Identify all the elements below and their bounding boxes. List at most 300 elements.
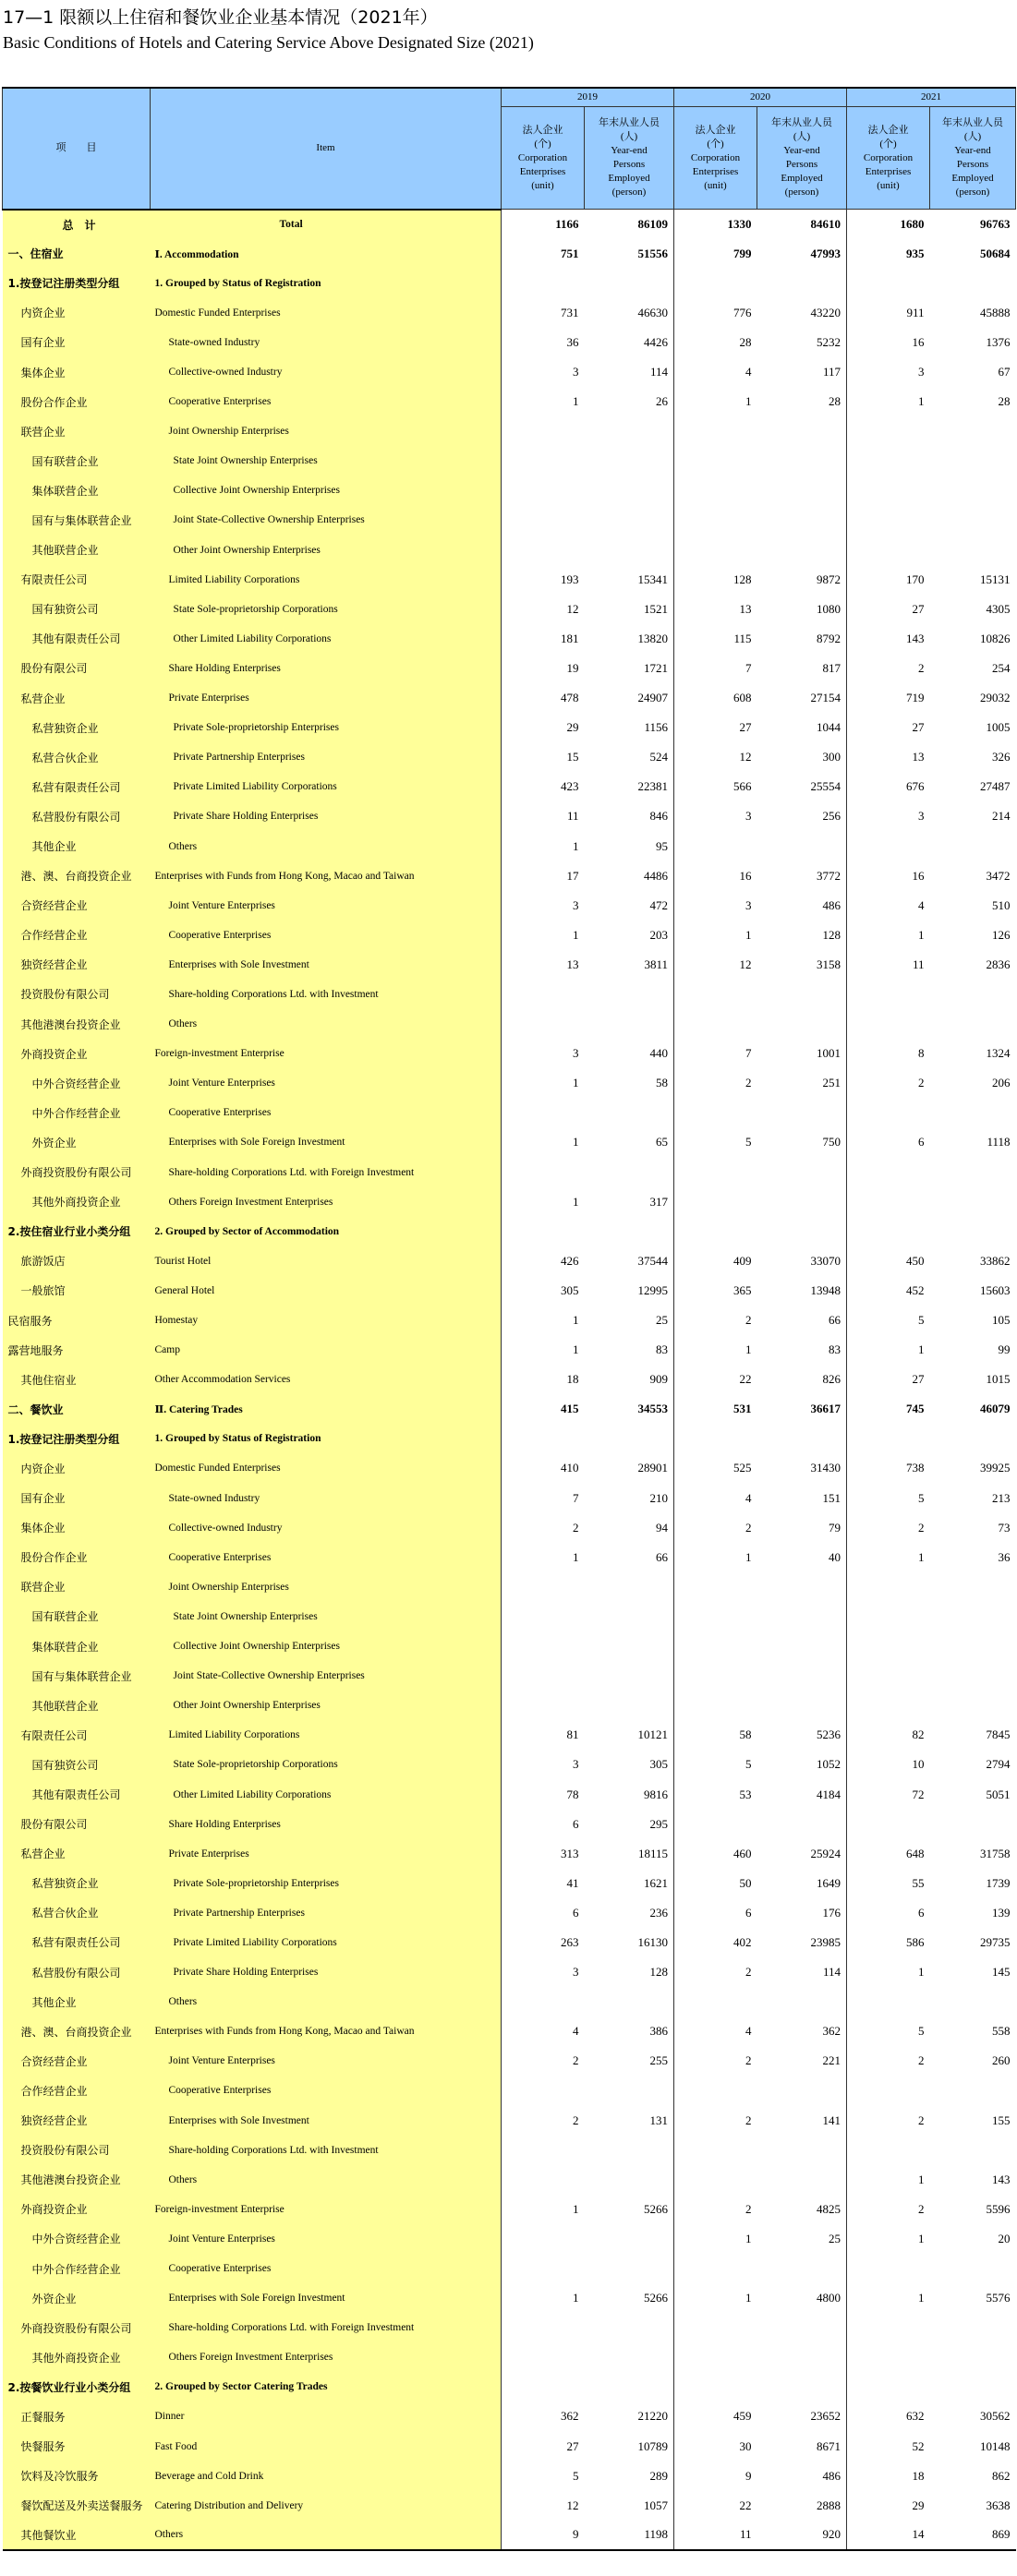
cell-corporation-enterprises bbox=[847, 2076, 930, 2105]
cell-persons-employed bbox=[757, 536, 847, 565]
cell-corporation-enterprises bbox=[847, 1217, 930, 1246]
cell-persons-employed bbox=[930, 2254, 1016, 2283]
cell-corporation-enterprises bbox=[502, 2165, 585, 2195]
cell-corporation-enterprises bbox=[674, 1602, 757, 1631]
cell-persons-employed: 13948 bbox=[810, 1282, 841, 1297]
cell-corporation-enterprises: 2 bbox=[674, 1306, 757, 1335]
row-label-english: Share-holding Corporations Ltd. with Investment bbox=[151, 980, 502, 1009]
cell-persons-employed: 126 bbox=[992, 927, 1011, 942]
cell-persons-employed bbox=[585, 505, 674, 535]
row-label-english: 2. Grouped by Sector of Accommodation bbox=[151, 1217, 502, 1246]
cell-persons-employed: 1739 bbox=[986, 1875, 1011, 1890]
cell-corporation-enterprises bbox=[502, 475, 585, 505]
cell-corporation-enterprises bbox=[847, 2342, 930, 2372]
table-row bbox=[3, 1127, 1016, 1157]
row-label-chinese: 其他企业 bbox=[3, 831, 151, 861]
table-row bbox=[3, 595, 1016, 624]
cell-corporation-enterprises: 5 bbox=[847, 1306, 930, 1335]
table-row bbox=[3, 831, 1016, 861]
cell-corporation-enterprises bbox=[674, 2076, 757, 2105]
table-row bbox=[3, 1217, 1016, 1246]
header-item-english: Item bbox=[151, 88, 502, 210]
cell-persons-employed: 1198 bbox=[585, 2521, 674, 2550]
cell-corporation-enterprises bbox=[674, 2136, 757, 2165]
cell-corporation-enterprises: 1 bbox=[502, 1335, 585, 1365]
cell-persons-employed: 51556 bbox=[637, 246, 668, 260]
cell-corporation-enterprises: 3 bbox=[674, 801, 757, 831]
cell-persons-employed: 1080 bbox=[817, 601, 841, 616]
cell-persons-employed bbox=[930, 269, 1016, 298]
table-row bbox=[3, 416, 1016, 446]
cell-corporation-enterprises bbox=[674, 1661, 757, 1691]
cell-corporation-enterprises: 459 bbox=[674, 2401, 757, 2431]
cell-corporation-enterprises: 738 bbox=[847, 1453, 930, 1483]
cell-persons-employed: 7845 bbox=[986, 1727, 1011, 1742]
cell-persons-employed: 83 bbox=[829, 1342, 841, 1357]
row-label-english: Others bbox=[151, 831, 502, 861]
row-label-english: Limited Liability Corporations bbox=[151, 565, 502, 595]
row-label-english: Foreign-investment Enterprise bbox=[151, 2195, 502, 2224]
row-label-english: 1. Grouped by Status of Registration bbox=[151, 1424, 502, 1453]
cell-corporation-enterprises: 4 bbox=[674, 1484, 757, 1513]
cell-persons-employed: 31758 bbox=[980, 1846, 1011, 1860]
cell-corporation-enterprises bbox=[674, 1810, 757, 1839]
cell-corporation-enterprises: 81 bbox=[502, 1720, 585, 1750]
row-label-chinese: 私营合伙企业 bbox=[3, 742, 151, 772]
row-label-chinese: 其他有限责任公司 bbox=[3, 1779, 151, 1809]
cell-corporation-enterprises: 1 bbox=[674, 387, 757, 416]
row-label-chinese: 1.按登记注册类型分组 bbox=[3, 1424, 151, 1453]
cell-corporation-enterprises: 82 bbox=[847, 1720, 930, 1750]
cell-persons-employed bbox=[585, 1631, 674, 1661]
cell-persons-employed: 30562 bbox=[980, 2409, 1011, 2424]
cell-persons-employed: 256 bbox=[822, 809, 841, 824]
cell-corporation-enterprises: 12 bbox=[502, 2491, 585, 2521]
cell-persons-employed bbox=[930, 1424, 1016, 1453]
cell-corporation-enterprises: 12 bbox=[674, 742, 757, 772]
cell-persons-employed bbox=[930, 505, 1016, 535]
cell-corporation-enterprises: 5 bbox=[674, 1127, 757, 1157]
table-row bbox=[3, 1187, 1016, 1217]
cell-persons-employed bbox=[585, 1987, 674, 2016]
cell-corporation-enterprises bbox=[847, 1661, 930, 1691]
cell-persons-employed: 36617 bbox=[810, 1402, 841, 1416]
table-row bbox=[3, 1957, 1016, 1987]
cell-corporation-enterprises bbox=[674, 536, 757, 565]
cell-corporation-enterprises bbox=[502, 1631, 585, 1661]
cell-corporation-enterprises: 5 bbox=[847, 1484, 930, 1513]
cell-corporation-enterprises: 478 bbox=[502, 683, 585, 713]
cell-persons-employed: 105 bbox=[992, 1313, 1011, 1328]
cell-persons-employed: 869 bbox=[930, 2521, 1016, 2550]
table-header bbox=[3, 88, 1016, 210]
row-label-english: Cooperative Enterprises bbox=[151, 921, 502, 950]
cell-corporation-enterprises: 410 bbox=[502, 1453, 585, 1483]
table-title-chinese: 17—1 限额以上住宿和餐饮业企业基本情况（2021年） bbox=[3, 7, 438, 28]
table-row bbox=[3, 921, 1016, 950]
cell-corporation-enterprises bbox=[502, 2372, 585, 2401]
cell-corporation-enterprises bbox=[674, 2254, 757, 2283]
cell-persons-employed: 1521 bbox=[644, 601, 668, 616]
table-body bbox=[3, 210, 1016, 2550]
cell-corporation-enterprises bbox=[674, 2372, 757, 2401]
cell-persons-employed: 10789 bbox=[637, 2438, 668, 2453]
cell-corporation-enterprises: 16 bbox=[674, 861, 757, 891]
cell-corporation-enterprises: 12 bbox=[674, 950, 757, 980]
cell-corporation-enterprises bbox=[847, 1691, 930, 1720]
cell-corporation-enterprises bbox=[674, 269, 757, 298]
cell-corporation-enterprises: 16 bbox=[847, 328, 930, 357]
row-label-english: Others bbox=[151, 2521, 502, 2550]
row-label-chinese: 合资经营企业 bbox=[3, 891, 151, 921]
cell-persons-employed: 10826 bbox=[980, 631, 1011, 645]
cell-persons-employed: 83 bbox=[656, 1342, 668, 1357]
cell-corporation-enterprises: 531 bbox=[674, 1394, 757, 1424]
row-label-english: Others bbox=[151, 1009, 502, 1039]
row-label-english: Share-holding Corporations Ltd. with Investment bbox=[151, 2136, 502, 2165]
row-label-chinese: 外商投资股份有限公司 bbox=[3, 1158, 151, 1187]
cell-persons-employed: 2836 bbox=[986, 957, 1011, 971]
cell-persons-employed: 295 bbox=[649, 1816, 668, 1831]
cell-persons-employed: 25 bbox=[829, 2231, 841, 2245]
cell-corporation-enterprises: 3 bbox=[847, 357, 930, 387]
cell-persons-employed bbox=[757, 1572, 847, 1602]
cell-corporation-enterprises: 1 bbox=[847, 2224, 930, 2254]
row-label-chinese: 国有联营企业 bbox=[3, 446, 151, 475]
cell-persons-employed bbox=[930, 980, 1016, 1009]
row-label-chinese: 一般旅馆 bbox=[3, 1276, 151, 1306]
table-row bbox=[3, 801, 1016, 831]
cell-corporation-enterprises: 426 bbox=[502, 1246, 585, 1276]
cell-corporation-enterprises bbox=[847, 980, 930, 1009]
cell-persons-employed: 155 bbox=[992, 2113, 1011, 2127]
row-label-chinese: 其他港澳台投资企业 bbox=[3, 1009, 151, 1039]
row-label-chinese: 国有独资公司 bbox=[3, 1750, 151, 1779]
cell-persons-employed: 10121 bbox=[637, 1727, 668, 1742]
table-row bbox=[3, 1158, 1016, 1187]
table-row bbox=[3, 1039, 1016, 1068]
row-label-english: Cooperative Enterprises bbox=[151, 1098, 502, 1127]
cell-persons-employed: 16130 bbox=[637, 1934, 668, 1949]
cell-persons-employed: 4426 bbox=[644, 334, 668, 349]
row-label-english: State Sole-proprietorship Corporations bbox=[151, 595, 502, 624]
row-label-chinese: 股份有限公司 bbox=[3, 654, 151, 683]
cell-corporation-enterprises: 41 bbox=[502, 1869, 585, 1898]
cell-corporation-enterprises: 2 bbox=[674, 1957, 757, 1987]
cell-corporation-enterprises: 1 bbox=[674, 921, 757, 950]
cell-persons-employed: 34553 bbox=[637, 1402, 668, 1416]
row-label-chinese: 股份合作企业 bbox=[3, 387, 151, 416]
cell-corporation-enterprises: 29 bbox=[502, 713, 585, 742]
cell-persons-employed: 3772 bbox=[817, 868, 841, 883]
row-label-english: Domestic Funded Enterprises bbox=[151, 1453, 502, 1483]
cell-corporation-enterprises bbox=[502, 1009, 585, 1039]
header-item-chinese: 项 目 bbox=[3, 88, 151, 210]
row-label-chinese: 合作经营企业 bbox=[3, 921, 151, 950]
cell-persons-employed: 25554 bbox=[810, 779, 841, 794]
header-year-2020: 2020 bbox=[674, 88, 847, 107]
row-label-chinese: 合资经营企业 bbox=[3, 2046, 151, 2076]
cell-persons-employed: 826 bbox=[822, 1372, 841, 1387]
row-label-english: Other Accommodation Services bbox=[151, 1365, 502, 1394]
cell-persons-employed bbox=[757, 1691, 847, 1720]
cell-corporation-enterprises bbox=[674, 1217, 757, 1246]
cell-corporation-enterprises: 6 bbox=[502, 1810, 585, 1839]
cell-persons-employed: 440 bbox=[649, 1046, 668, 1061]
cell-corporation-enterprises: 5 bbox=[674, 1750, 757, 1779]
cell-persons-employed bbox=[757, 1187, 847, 1217]
cell-persons-employed: 25 bbox=[656, 1313, 668, 1328]
row-label-chinese: 私营股份有限公司 bbox=[3, 1957, 151, 1987]
row-label-english: Private Share Holding Enterprises bbox=[151, 801, 502, 831]
table-row bbox=[3, 387, 1016, 416]
row-label-chinese: 其他企业 bbox=[3, 1987, 151, 2016]
cell-persons-employed: 94 bbox=[656, 1520, 668, 1535]
cell-corporation-enterprises: 7 bbox=[674, 1039, 757, 1068]
cell-corporation-enterprises bbox=[674, 1098, 757, 1127]
cell-corporation-enterprises: 193 bbox=[502, 565, 585, 595]
row-label-chinese: 中外合作经营企业 bbox=[3, 2254, 151, 2283]
row-label-chinese: 私营有限责任公司 bbox=[3, 1928, 151, 1957]
cell-persons-employed bbox=[757, 505, 847, 535]
cell-corporation-enterprises bbox=[847, 1158, 930, 1187]
cell-corporation-enterprises: 15 bbox=[502, 742, 585, 772]
table-row bbox=[3, 475, 1016, 505]
cell-persons-employed bbox=[757, 269, 847, 298]
table-row bbox=[3, 624, 1016, 654]
cell-corporation-enterprises bbox=[674, 1987, 757, 2016]
row-label-chinese: 正餐服务 bbox=[3, 2401, 151, 2431]
row-label-english: Other Limited Liability Corporations bbox=[151, 624, 502, 654]
cell-corporation-enterprises bbox=[674, 505, 757, 535]
table-row bbox=[3, 1839, 1016, 1869]
cell-persons-employed: 28 bbox=[998, 394, 1011, 409]
cell-persons-employed bbox=[757, 1009, 847, 1039]
cell-persons-employed: 23652 bbox=[810, 2409, 841, 2424]
table-row bbox=[3, 1453, 1016, 1483]
cell-corporation-enterprises: 1166 bbox=[502, 210, 585, 239]
table-row bbox=[3, 980, 1016, 1009]
cell-persons-employed: 27487 bbox=[980, 779, 1011, 794]
row-label-chinese: 港、澳、台商投资企业 bbox=[3, 861, 151, 891]
cell-persons-employed bbox=[757, 1098, 847, 1127]
cell-persons-employed: 510 bbox=[992, 897, 1011, 912]
cell-corporation-enterprises: 1 bbox=[502, 2195, 585, 2224]
table-row bbox=[3, 298, 1016, 328]
table-row bbox=[3, 1898, 1016, 1928]
table-row bbox=[3, 2372, 1016, 2401]
row-label-english: Ⅰ. Accommodation bbox=[151, 239, 502, 269]
cell-persons-employed: 4486 bbox=[644, 868, 668, 883]
row-label-chinese: 国有联营企业 bbox=[3, 1602, 151, 1631]
row-label-chinese: 中外合资经营企业 bbox=[3, 1068, 151, 1098]
cell-corporation-enterprises: 6 bbox=[847, 1898, 930, 1928]
cell-corporation-enterprises: 6 bbox=[502, 1898, 585, 1928]
row-label-english: Private Sole-proprietorship Enterprises bbox=[151, 713, 502, 742]
cell-corporation-enterprises: 305 bbox=[502, 1276, 585, 1306]
cell-persons-employed: 486 bbox=[822, 2468, 841, 2483]
row-label-english: Private Share Holding Enterprises bbox=[151, 1957, 502, 1987]
row-label-english: Total bbox=[151, 210, 502, 239]
cell-persons-employed bbox=[757, 2136, 847, 2165]
cell-corporation-enterprises: 52 bbox=[847, 2432, 930, 2462]
row-label-chinese: 中外合资经营企业 bbox=[3, 2224, 151, 2254]
cell-corporation-enterprises: 263 bbox=[502, 1928, 585, 1957]
row-label-english: Other Joint Ownership Enterprises bbox=[151, 536, 502, 565]
cell-corporation-enterprises: 676 bbox=[847, 772, 930, 801]
cell-persons-employed: 524 bbox=[649, 750, 668, 764]
row-label-chinese: 联营企业 bbox=[3, 1572, 151, 1602]
cell-persons-employed: 73 bbox=[998, 1520, 1011, 1535]
table-row bbox=[3, 1720, 1016, 1750]
cell-persons-employed bbox=[585, 980, 674, 1009]
cell-corporation-enterprises: 58 bbox=[674, 1720, 757, 1750]
row-label-english: State-owned Industry bbox=[151, 328, 502, 357]
cell-corporation-enterprises: 1 bbox=[502, 831, 585, 861]
cell-persons-employed: 472 bbox=[649, 897, 668, 912]
row-label-english: State-owned Industry bbox=[151, 1484, 502, 1513]
cell-corporation-enterprises: 2 bbox=[502, 1513, 585, 1543]
table-row bbox=[3, 328, 1016, 357]
cell-persons-employed: 79 bbox=[829, 1520, 841, 1535]
table-row bbox=[3, 1246, 1016, 1276]
row-label-english: Collective Joint Ownership Enterprises bbox=[151, 475, 502, 505]
row-label-english: Cooperative Enterprises bbox=[151, 387, 502, 416]
cell-corporation-enterprises: 2 bbox=[847, 2195, 930, 2224]
cell-persons-employed: 28 bbox=[829, 394, 841, 409]
cell-corporation-enterprises bbox=[847, 1424, 930, 1453]
row-label-chinese: 集体企业 bbox=[3, 1513, 151, 1543]
row-label-english: State Joint Ownership Enterprises bbox=[151, 1602, 502, 1631]
row-label-english: Enterprises with Funds from Hong Kong, Macao and Taiwan bbox=[151, 2016, 502, 2046]
row-label-english: Collective Joint Ownership Enterprises bbox=[151, 1631, 502, 1661]
row-label-chinese: 国有与集体联营企业 bbox=[3, 1661, 151, 1691]
table-row bbox=[3, 536, 1016, 565]
cell-persons-employed: 8792 bbox=[817, 631, 841, 645]
table-row bbox=[3, 1631, 1016, 1661]
row-label-english: Others bbox=[151, 1987, 502, 2016]
cell-corporation-enterprises: 2 bbox=[847, 1068, 930, 1098]
row-label-english: Share-holding Corporations Ltd. with Foreign Investment bbox=[151, 2313, 502, 2342]
cell-corporation-enterprises: 4 bbox=[502, 2016, 585, 2046]
cell-persons-employed: 210 bbox=[649, 1490, 668, 1505]
cell-persons-employed: 3638 bbox=[986, 2498, 1011, 2512]
table-row bbox=[3, 2046, 1016, 2076]
cell-persons-employed: 128 bbox=[649, 1965, 668, 1980]
cell-persons-employed: 25924 bbox=[810, 1846, 841, 1860]
header-persons-employed: 年末从业人员 (人) Year-end Persons Employed (person) bbox=[757, 107, 847, 210]
cell-persons-employed: 141 bbox=[822, 2113, 841, 2127]
row-label-chinese: 合作经营企业 bbox=[3, 2076, 151, 2105]
cell-persons-employed: 1044 bbox=[817, 720, 841, 735]
cell-corporation-enterprises: 1 bbox=[674, 2224, 757, 2254]
row-label-chinese: 旅游饭店 bbox=[3, 1246, 151, 1276]
cell-persons-employed: 58 bbox=[656, 1076, 668, 1090]
cell-corporation-enterprises: 719 bbox=[847, 683, 930, 713]
row-label-english: Cooperative Enterprises bbox=[151, 2254, 502, 2283]
cell-persons-employed: 362 bbox=[822, 2024, 841, 2039]
cell-corporation-enterprises: 12 bbox=[502, 595, 585, 624]
cell-corporation-enterprises: 29 bbox=[847, 2491, 930, 2521]
cell-persons-employed: 40 bbox=[829, 1549, 841, 1564]
row-label-chinese: 2.按住宿业行业小类分组 bbox=[3, 1217, 151, 1246]
cell-corporation-enterprises: 11 bbox=[674, 2521, 757, 2550]
row-label-chinese: 外资企业 bbox=[3, 1127, 151, 1157]
cell-persons-employed bbox=[585, 416, 674, 446]
cell-persons-employed bbox=[930, 2136, 1016, 2165]
cell-persons-employed: 203 bbox=[649, 927, 668, 942]
header-corporation-enterprises: 法人企业 (个) Corporation Enterprises (unit) bbox=[674, 107, 757, 210]
cell-persons-employed: 1015 bbox=[986, 1372, 1011, 1387]
cell-persons-employed bbox=[930, 831, 1016, 861]
row-label-english: Catering Distribution and Delivery bbox=[151, 2491, 502, 2521]
cell-corporation-enterprises bbox=[502, 1661, 585, 1691]
table-row bbox=[3, 2224, 1016, 2254]
cell-persons-employed bbox=[757, 2313, 847, 2342]
cell-persons-employed: 5232 bbox=[817, 334, 841, 349]
cell-persons-employed bbox=[585, 2136, 674, 2165]
table-row bbox=[3, 2136, 1016, 2165]
cell-persons-employed: 143 bbox=[992, 2172, 1011, 2186]
cell-persons-employed bbox=[930, 416, 1016, 446]
table-row bbox=[3, 1394, 1016, 1424]
row-label-chinese: 餐饮配送及外卖送餐服务 bbox=[3, 2491, 151, 2521]
cell-persons-employed: 10148 bbox=[980, 2438, 1011, 2453]
row-label-english: Others Foreign Investment Enterprises bbox=[151, 1187, 502, 1217]
cell-corporation-enterprises: 423 bbox=[502, 772, 585, 801]
cell-corporation-enterprises bbox=[502, 416, 585, 446]
cell-corporation-enterprises: 128 bbox=[674, 565, 757, 595]
cell-corporation-enterprises: 18 bbox=[502, 1365, 585, 1394]
cell-corporation-enterprises: 22 bbox=[674, 1365, 757, 1394]
cell-corporation-enterprises: 1 bbox=[847, 1543, 930, 1572]
cell-corporation-enterprises: 632 bbox=[847, 2401, 930, 2431]
cell-persons-employed: 114 bbox=[649, 365, 668, 379]
row-label-chinese: 1.按登记注册类型分组 bbox=[3, 269, 151, 298]
row-label-chinese: 一、住宿业 bbox=[3, 239, 151, 269]
cell-persons-employed bbox=[585, 1009, 674, 1039]
row-label-chinese: 国有企业 bbox=[3, 328, 151, 357]
cell-persons-employed: 13820 bbox=[637, 631, 668, 645]
cell-persons-employed bbox=[930, 1691, 1016, 1720]
row-label-english: Joint Venture Enterprises bbox=[151, 891, 502, 921]
cell-persons-employed: 23985 bbox=[810, 1934, 841, 1949]
cell-corporation-enterprises: 5 bbox=[847, 2016, 930, 2046]
cell-persons-employed: 15603 bbox=[980, 1282, 1011, 1297]
cell-corporation-enterprises bbox=[847, 446, 930, 475]
cell-persons-employed bbox=[930, 1187, 1016, 1217]
row-label-chinese: 外商投资企业 bbox=[3, 1039, 151, 1068]
cell-corporation-enterprises: 27 bbox=[847, 1365, 930, 1394]
row-label-english: Enterprises with Sole Investment bbox=[151, 2106, 502, 2136]
cell-corporation-enterprises: 2 bbox=[847, 2106, 930, 2136]
row-label-english: Enterprises with Sole Investment bbox=[151, 950, 502, 980]
row-label-english: State Joint Ownership Enterprises bbox=[151, 446, 502, 475]
cell-persons-employed: 33862 bbox=[980, 1253, 1011, 1268]
cell-persons-employed bbox=[930, 1098, 1016, 1127]
cell-persons-employed: 254 bbox=[992, 660, 1011, 675]
cell-persons-employed: 1156 bbox=[644, 720, 668, 735]
cell-persons-employed bbox=[930, 1987, 1016, 2016]
cell-corporation-enterprises: 2 bbox=[674, 1513, 757, 1543]
cell-corporation-enterprises bbox=[502, 2342, 585, 2372]
cell-persons-employed: 3811 bbox=[644, 957, 668, 971]
cell-persons-employed: 50684 bbox=[980, 246, 1011, 260]
row-label-english: Private Partnership Enterprises bbox=[151, 1898, 502, 1928]
cell-persons-employed: 24907 bbox=[637, 691, 668, 705]
table-row bbox=[3, 1365, 1016, 1394]
cell-corporation-enterprises: 1680 bbox=[847, 210, 930, 239]
